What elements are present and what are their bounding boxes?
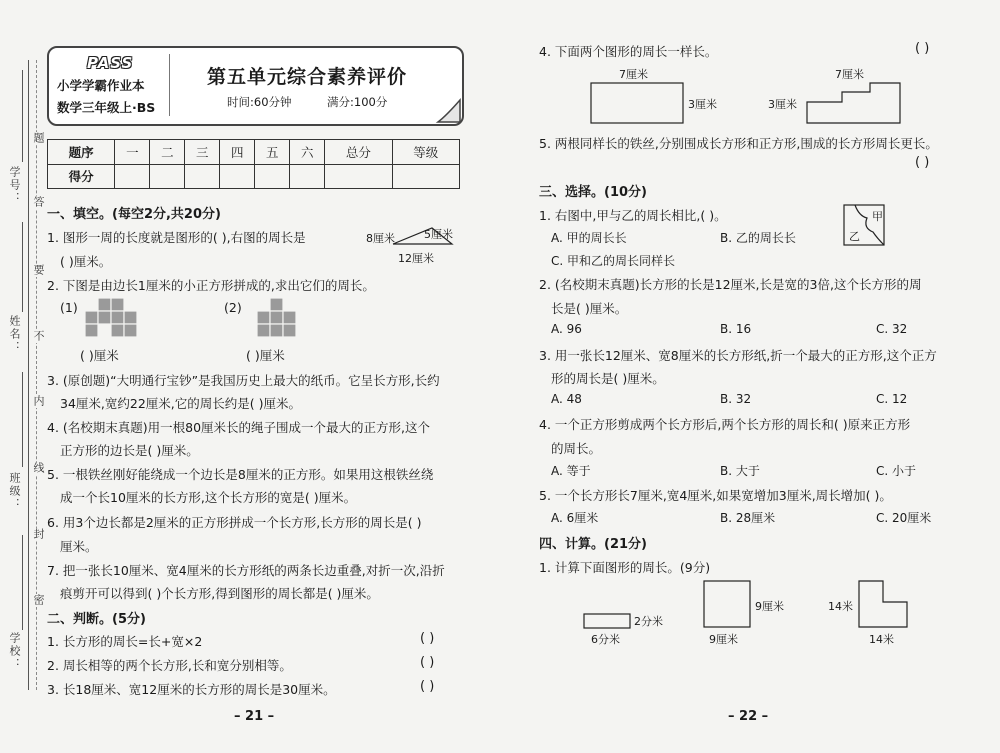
page-number-left: – 21 –	[234, 709, 275, 724]
school-label: 学校：	[8, 632, 21, 671]
jia-label: 甲	[872, 210, 883, 223]
judge-q4-answer[interactable]: ( )	[915, 41, 930, 56]
fill-q2-answer2: ( )厘米	[246, 348, 285, 363]
rect-height-label: 3厘米	[688, 98, 717, 111]
fill-q6-line2: 厘米。	[60, 539, 98, 554]
score-input[interactable]	[290, 164, 325, 189]
page-title: 第五单元综合素养评价	[207, 66, 408, 88]
score-input[interactable]	[325, 164, 392, 189]
seal-char: 密	[32, 594, 45, 607]
seal-char: 不	[32, 330, 45, 343]
triangle-side-a: 8厘米	[366, 232, 395, 245]
judge-q2: 2. 周长相等的两个长方形,长和宽分别相等。	[47, 658, 292, 673]
section-calc-title: 四、计算。(21分)	[539, 537, 647, 552]
calc-q1: 1. 计算下面图形的周长。(9分)	[539, 560, 711, 575]
exam-time: 时间:60分钟	[227, 95, 292, 109]
square-figure	[703, 580, 751, 628]
header-divider	[169, 54, 170, 116]
choice-q4-option-c[interactable]: C. 小于	[876, 464, 917, 478]
l-shape-figure	[858, 580, 908, 628]
choice-q2-option-c[interactable]: C. 32	[876, 322, 908, 336]
section-fill-title: 一、填空。(每空2分,共20分)	[47, 207, 221, 222]
fill-q5-line2: 成一个长10厘米的长方形,这个长方形的宽是( )厘米。	[60, 490, 357, 505]
score-table-header-row	[48, 140, 460, 165]
square-height-label: 9厘米	[755, 600, 784, 613]
judge-q5: 5. 两根同样长的铁丝,分别围成长方形和正方形,围成的长方形周长更长。	[539, 136, 938, 151]
score-cell: 题序	[48, 140, 115, 165]
grade-label: 数学三年级上·BS	[57, 100, 156, 115]
seal-char: 题	[32, 132, 45, 145]
score-cell: 总分	[325, 140, 392, 165]
series-name: 小学学霸作业本	[57, 78, 145, 93]
fill-q5-line1: 5. 一根铁丝刚好能绕成一个边长是8厘米的正方形。如果用这根铁丝绕	[47, 467, 434, 482]
fill-q2-line1: 2. 下图是由边长1厘米的小正方形拼成的,求出它们的周长。	[47, 278, 375, 293]
choice-q2-option-b[interactable]: B. 16	[720, 322, 752, 336]
page-number-right: – 22 –	[728, 709, 769, 724]
name-label: 姓名：	[8, 315, 21, 354]
full-score: 满分:100分	[327, 95, 388, 109]
score-cell: 五	[255, 140, 290, 165]
l-shape-height-label: 14米	[828, 600, 853, 613]
fill-q2-answer1: ( )厘米	[80, 348, 119, 363]
choice-q5-option-b[interactable]: B. 28厘米	[720, 511, 776, 525]
class-underline[interactable]	[22, 372, 23, 467]
fill-q2-label1: (1)	[60, 300, 78, 315]
fill-q2-label2: (2)	[224, 300, 242, 315]
fill-q6-line1: 6. 用3个边长都是2厘米的正方形拼成一个长方形,长方形的周长是( )	[47, 515, 422, 530]
choice-q3-line2: 形的周长是( )厘米。	[551, 371, 665, 386]
seal-char: 答	[32, 196, 45, 209]
judge-q3: 3. 长18厘米、宽12厘米的长方形的周长是30厘米。	[47, 682, 336, 697]
score-input[interactable]	[150, 164, 185, 189]
student-id-underline[interactable]	[22, 70, 23, 162]
choice-q3-option-c[interactable]: C. 12	[876, 392, 908, 406]
choice-q2-line1: 2. (名校期末真题)长方形的长是12厘米,长是宽的3倍,这个长方形的周	[539, 277, 922, 292]
score-table	[47, 139, 460, 189]
grid-figure-1	[84, 297, 144, 343]
choice-q1-option-a[interactable]: A. 甲的周长长	[551, 231, 627, 245]
fill-q1-line2: ( )厘米。	[60, 254, 112, 269]
score-input[interactable]	[220, 164, 255, 189]
score-cell: 一	[115, 140, 150, 165]
score-cell: 三	[185, 140, 220, 165]
student-id-label: 学号：	[8, 166, 21, 205]
page-curl-icon	[436, 98, 462, 124]
score-cell: 四	[220, 140, 255, 165]
choice-q4-line1: 4. 一个正方形剪成两个长方形后,两个长方形的周长和( )原来正方形	[539, 417, 911, 432]
choice-q2-option-a[interactable]: A. 96	[551, 322, 582, 336]
triangle-side-c: 12厘米	[398, 252, 434, 265]
triangle-side-b: 5厘米	[424, 228, 453, 241]
section-judge-title: 二、判断。(5分)	[47, 612, 146, 627]
binding-line	[28, 60, 29, 690]
score-input[interactable]	[255, 164, 290, 189]
section-choice-title: 三、选择。(10分)	[539, 185, 647, 200]
step-width-label: 7厘米	[835, 68, 864, 81]
score-row-label: 得分	[48, 164, 115, 189]
small-rect-width-label: 6分米	[591, 633, 620, 646]
score-cell: 二	[150, 140, 185, 165]
choice-q1: 1. 右图中,甲与乙的周长相比,( )。	[539, 208, 727, 223]
judge-q4: 4. 下面两个图形的周长一样长。	[539, 44, 718, 59]
choice-q5-option-c[interactable]: C. 20厘米	[876, 511, 932, 525]
choice-q1-option-c[interactable]: C. 甲和乙的周长同样长	[551, 254, 676, 268]
rectangle-figure	[590, 82, 684, 124]
school-underline[interactable]	[22, 535, 23, 630]
judge-q1-answer[interactable]: ( )	[420, 631, 435, 646]
score-input[interactable]	[185, 164, 220, 189]
score-table-input-row	[48, 164, 460, 189]
square-width-label: 9厘米	[709, 633, 738, 646]
header-card	[47, 46, 464, 126]
judge-q1: 1. 长方形的周长=长+宽×2	[47, 634, 203, 649]
choice-q1-option-b[interactable]: B. 乙的周长长	[720, 231, 796, 245]
fill-q7-line1: 7. 把一张长10厘米、宽4厘米的长方形纸的两条长边重叠,对折一次,沿折	[47, 563, 445, 578]
seal-char: 内	[32, 395, 45, 408]
choice-q5-option-a[interactable]: A. 6厘米	[551, 511, 599, 525]
small-rect-height-label: 2分米	[634, 615, 663, 628]
choice-q3-line1: 3. 用一张长12厘米、宽8厘米的长方形纸,折一个最大的正方形,这个正方	[539, 348, 937, 363]
score-input[interactable]	[392, 164, 459, 189]
choice-q4-option-b[interactable]: B. 大于	[720, 464, 760, 478]
choice-q4-line2: 的周长。	[551, 441, 602, 456]
small-rect-figure	[583, 613, 631, 629]
fill-q4-line1: 4. (名校期末真题)用一根80厘米长的绳子围成一个最大的正方形,这个	[47, 420, 431, 435]
choice-q4-option-a[interactable]: A. 等于	[551, 464, 591, 478]
pass-logo: PASS	[87, 54, 134, 72]
seal-char: 封	[32, 528, 45, 541]
fill-q1-line1: 1. 图形一周的长度就是图形的( ),右图的周长是	[47, 230, 306, 245]
score-cell: 六	[290, 140, 325, 165]
rect-width-label: 7厘米	[619, 68, 648, 81]
choice-q5: 5. 一个长方形长7厘米,宽4厘米,如果宽增加3厘米,周长增加( )。	[539, 488, 892, 503]
fill-q7-line2: 痕剪开可以得到( )个长方形,得到图形的周长都是( )厘米。	[60, 586, 379, 601]
choice-q3-option-b[interactable]: B. 32	[720, 392, 752, 406]
grid-figure-2	[256, 297, 302, 343]
step-height-label: 3厘米	[768, 98, 797, 111]
choice-q2-line2: 长是( )厘米。	[551, 301, 628, 316]
fill-q3-line1: 3. (原创题)“大明通行宝钞”是我国历史上最大的纸币。它呈长方形,长约	[47, 373, 440, 388]
judge-q2-answer[interactable]: ( )	[420, 655, 435, 670]
yi-label: 乙	[849, 230, 860, 243]
judge-q3-answer[interactable]: ( )	[420, 679, 435, 694]
seal-char: 要	[32, 264, 45, 277]
fill-q3-line2: 34厘米,宽约22厘米,它的周长约是( )厘米。	[60, 396, 301, 411]
l-shape-width-label: 14米	[869, 633, 894, 646]
name-underline[interactable]	[22, 222, 23, 312]
class-label: 班级：	[8, 472, 21, 511]
judge-q5-answer[interactable]: ( )	[915, 155, 930, 170]
fill-q4-line2: 正方形的边长是( )厘米。	[60, 443, 199, 458]
step-figure	[806, 82, 902, 124]
score-cell: 等级	[392, 140, 459, 165]
choice-q3-option-a[interactable]: A. 48	[551, 392, 582, 406]
seal-char: 线	[32, 462, 45, 475]
score-input[interactable]	[115, 164, 150, 189]
